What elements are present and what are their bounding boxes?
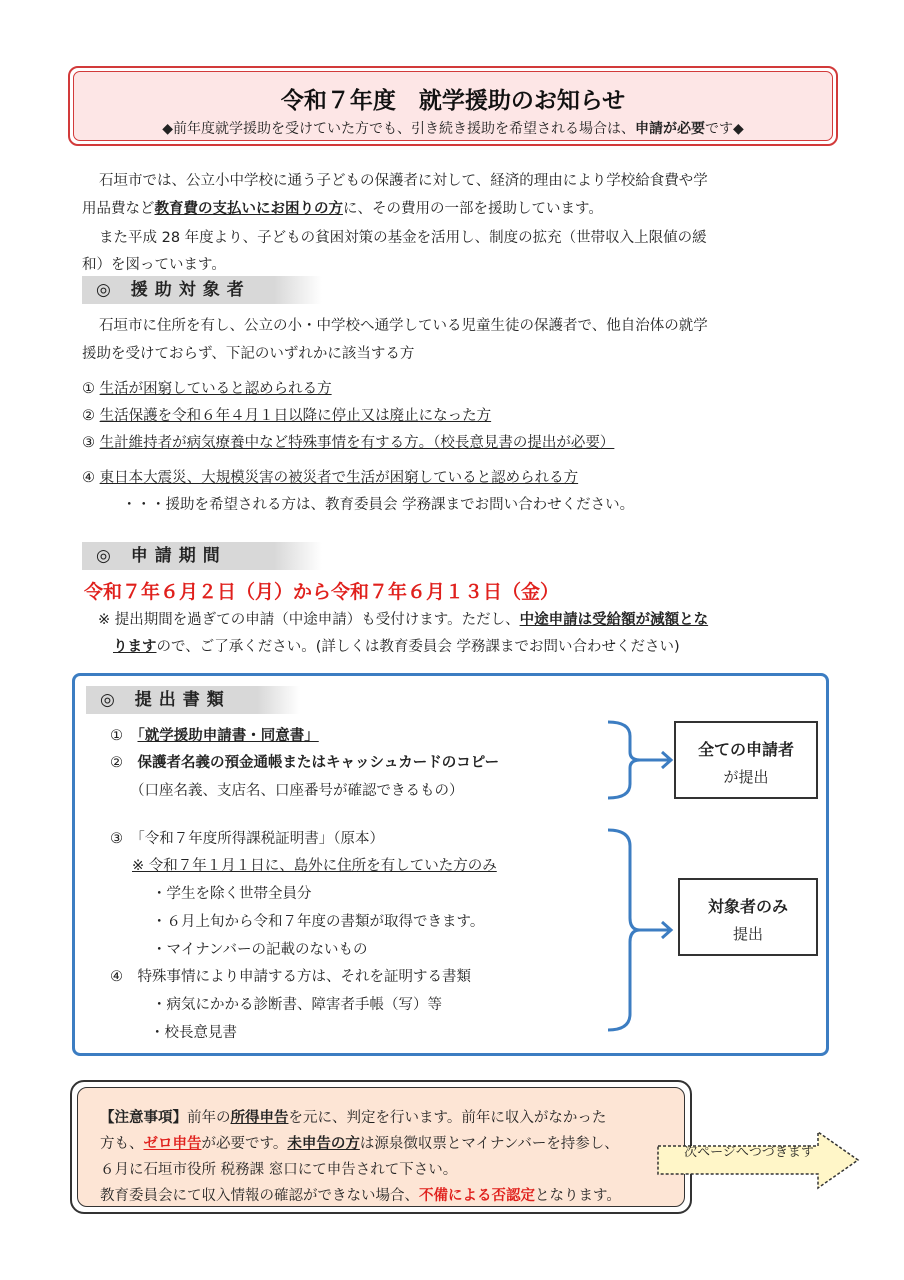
right-arrow-icon (656, 1130, 862, 1190)
doc-item-2-sub: （口座名義、支店名、口座番号が確認できるもの） (130, 783, 464, 799)
intro-line-2: 用品費など教育費の支払いにお困りの方に、その費用の一部を援助しています。 (82, 201, 603, 217)
section-heading-eligible: ◎ 援助対象者 (82, 276, 322, 304)
doc-item-3-bullet-3: ・マイナンバーの記載のないもの (152, 942, 368, 958)
notice-line-4: 教育委員会にて収入情報の確認ができない場合、不備による否認定となります。 (100, 1188, 621, 1204)
application-period-date: 令和７年６月２日（月）から令和７年６月１３日（金） (84, 581, 560, 603)
bracket-arrow-all (600, 718, 680, 802)
notice-line-1: 【注意事項】前年の所得申告を元に、判定を行います。前年に収入がなかった (100, 1110, 607, 1126)
page-title: 令和７年度 就学援助のお知らせ (280, 88, 626, 114)
target-only-box: 対象者のみ 提出 (678, 878, 818, 956)
title-banner (68, 66, 838, 146)
period-note-1: ※ 提出期間を過ぎての申請（中途申請）も受付けます。ただし、中途申請は受給額が減額とな (98, 612, 709, 628)
next-page-arrow (656, 1130, 862, 1190)
doc-item-2: ② 保護者名義の預金通帳またはキャッシュカードのコピー (110, 755, 500, 771)
doc-item-4: ④ 特殊事情により申請する方は、それを証明する書類 (110, 969, 471, 985)
bracket-arrow-target (600, 826, 680, 1034)
doc-item-3: ③ 「令和７年度所得課税証明書」（原本） (110, 831, 384, 847)
intro-line-1: 石垣市では、公立小中学校に通う子どもの保護者に対して、経済的理由により学校給食費や学 (99, 173, 708, 189)
eligible-item-1: ① 生活が困窮していると認められる方 (82, 381, 332, 397)
all-applicants-box: 全ての申請者 が提出 (674, 721, 818, 799)
eligible-item-2: ② 生活保護を令和６年４月１日以降に停止又は廃止になった方 (82, 408, 492, 424)
page-subtitle: ◆前年度就学援助を受けていた方でも、引き続き援助を希望される場合は、申請が必要です◆ (162, 121, 744, 137)
section-heading-period: ◎ 申請期間 (82, 542, 322, 570)
notice-box (70, 1080, 692, 1214)
doc-item-4-bullet-1: ・病気にかかる診断書、障害者手帳（写）等 (152, 997, 442, 1013)
intro-line-3: また平成 28 年度より、子どもの貧困対策の基金を活用し、制度の拡充（世帯収入上限値の緩 (99, 230, 707, 246)
period-note-2: りますので、ご了承ください。(詳しくは教育委員会 学務課までお問い合わせください) (113, 639, 680, 655)
eligible-desc-1: 石垣市に住所を有し、公立の小・中学校へ通学している児童生徒の保護者で、他自治体の就学 (99, 318, 708, 334)
doc-item-4-bullet-2: ・校長意見書 (150, 1025, 237, 1041)
intro-line-4: 和）を図っています。 (82, 257, 226, 273)
section-heading-documents: ◎ 提出書類 (86, 686, 300, 714)
next-page-label: 次ページへつづきます (684, 1145, 814, 1160)
doc-item-3-bullet-1: ・学生を除く世帯全員分 (152, 886, 312, 902)
notice-line-2: 方も、ゼロ申告が必要です。未申告の方は源泉徴収票とマイナンバーを持参し、 (100, 1136, 619, 1152)
eligible-item-4: ④ 東日本大震災、大規模災害の被災者で生活が困窮していると認められる方 (82, 470, 579, 486)
eligible-item-3: ③ 生計維持者が病気療養中など特殊事情を有する方。（校長意見書の提出が必要） (82, 435, 615, 451)
doc-item-3-note: ※ 令和７年１月１日に、島外に住所を有していた方のみ (132, 858, 497, 874)
eligible-desc-2: 援助を受けておらず、下記のいずれかに該当する方 (82, 346, 415, 362)
notice-line-3: ６月に石垣市役所 税務課 窓口にて申告されて下さい。 (100, 1162, 458, 1178)
eligible-note: ・・・援助を希望される方は、教育委員会 学務課までお問い合わせください。 (122, 497, 635, 513)
doc-item-1: ① 「就学援助申請書・同意書」 (110, 728, 319, 744)
doc-item-3-bullet-2: ・６月上旬から令和７年度の書類が取得できます。 (152, 914, 485, 930)
